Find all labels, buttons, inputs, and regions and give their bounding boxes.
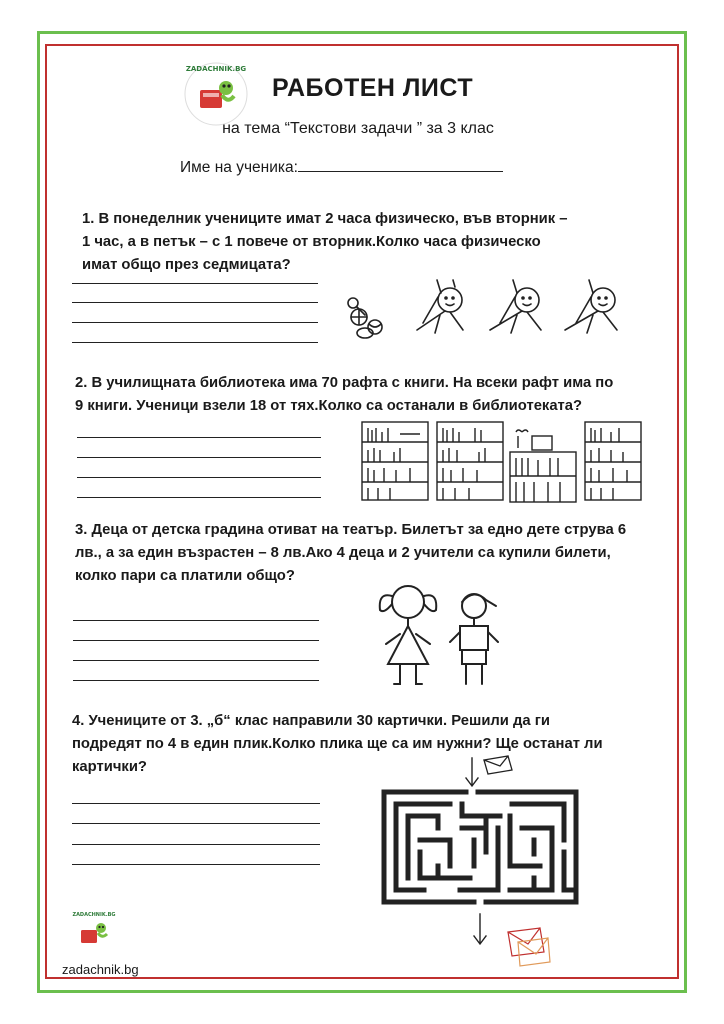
zadachnik-logo-icon bbox=[182, 60, 250, 128]
answer-line[interactable] bbox=[72, 803, 320, 804]
maze-with-envelopes-icon bbox=[380, 756, 590, 971]
answer-line[interactable] bbox=[73, 660, 319, 661]
bookshelves-icon bbox=[360, 420, 645, 502]
answer-line[interactable] bbox=[73, 620, 319, 621]
answer-line[interactable] bbox=[73, 680, 319, 681]
page-title: РАБОТЕН ЛИСТ bbox=[272, 74, 474, 102]
task-4: 4. Учениците от 3. „б“ клас направили 30 картички. Решили да ги подредят по 4 в един плик.Колко плика ще са им нужни? Ще останат ли картички? bbox=[72, 713, 603, 775]
student-name-blank[interactable] bbox=[298, 158, 503, 172]
task-1: 1. В понеделник учениците имат 2 часа физическо, във вторник – 1 час, а в петък – с 1 повече от вторник.Колко часа физическо имат общо през седмицата? bbox=[82, 211, 568, 273]
answer-line[interactable] bbox=[77, 437, 321, 438]
footer-logo-text: ZADACHNIK.BG bbox=[72, 912, 116, 918]
answer-line[interactable] bbox=[73, 640, 319, 641]
girl-and-boy-icon bbox=[370, 582, 510, 692]
answer-line[interactable] bbox=[72, 283, 318, 284]
exercising-children-icon bbox=[345, 275, 635, 345]
page-subtitle: на тема “Текстови задачи ” за 3 клас bbox=[222, 120, 494, 137]
answer-line[interactable] bbox=[72, 823, 320, 824]
zadachnik-footer-logo-icon bbox=[70, 908, 118, 956]
answer-line[interactable] bbox=[72, 864, 320, 865]
answer-line[interactable] bbox=[77, 477, 321, 478]
footer-site: zadachnik.bg bbox=[62, 962, 139, 977]
answer-line[interactable] bbox=[72, 322, 318, 323]
student-name-line bbox=[180, 158, 503, 177]
answer-line[interactable] bbox=[72, 844, 320, 845]
student-name-label: Име на ученика: bbox=[180, 159, 298, 176]
task-2: 2. В училищната библиотека има 70 рафта с книги. На всеки рафт има по 9 книги. Ученици взели 18 от тях.Колко са останали в библиотеката? bbox=[75, 375, 614, 414]
answer-line[interactable] bbox=[72, 302, 318, 303]
logo-text: ZADACHNIK.BG bbox=[185, 65, 247, 73]
answer-line[interactable] bbox=[72, 342, 318, 343]
task-3: 3. Деца от детска градина отиват на театър. Билетът за едно дете струва 6 лв., а за един възрастен – 8 лв.Ако 4 деца и 2 учители са купили билети, колко пари са платили общо? bbox=[75, 522, 627, 584]
answer-line[interactable] bbox=[77, 497, 321, 498]
answer-line[interactable] bbox=[77, 457, 321, 458]
